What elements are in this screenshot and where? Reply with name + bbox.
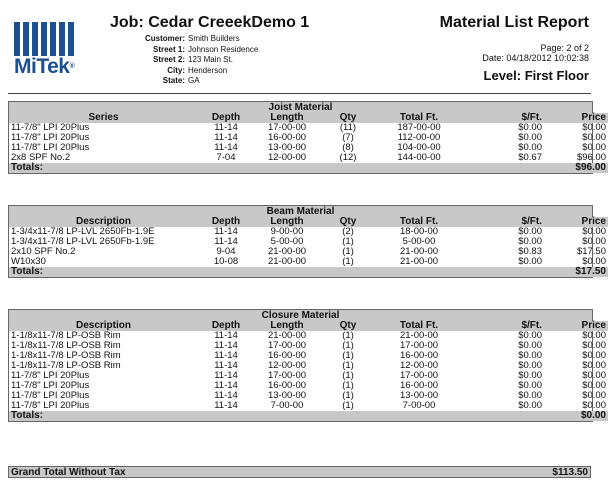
table-cell: $0.00 bbox=[518, 256, 542, 267]
table-cell: 12-00-00 bbox=[267, 360, 307, 371]
table-cell: (1) bbox=[342, 350, 354, 361]
table-cell: 11-14 bbox=[214, 122, 238, 133]
table-cell: 10-08 bbox=[213, 256, 239, 267]
totals-empty-cell bbox=[254, 267, 320, 277]
table-cell: 13-00-00 bbox=[267, 390, 307, 401]
totals-empty-cell bbox=[320, 411, 376, 421]
table-cell: 16-00-00 bbox=[399, 350, 439, 361]
table-cell: (11) bbox=[339, 122, 357, 133]
totals-value: $0.00 bbox=[544, 411, 608, 421]
state-value: GA bbox=[188, 76, 200, 85]
table-cell: 2x8 SPF No.2 bbox=[11, 152, 71, 163]
totals-empty-cell bbox=[376, 411, 462, 421]
totals-label: Totals: bbox=[9, 267, 198, 277]
table-cell: 9-00-00 bbox=[270, 226, 304, 237]
table-cell: 187-00-00 bbox=[397, 122, 441, 133]
table-cell: $0.00 bbox=[582, 350, 606, 361]
table-row bbox=[9, 153, 608, 163]
table-cell: $0.00 bbox=[518, 226, 542, 237]
table-cell: 21-00-00 bbox=[267, 256, 307, 267]
table-cell: 17-00-00 bbox=[399, 370, 439, 381]
totals-empty-cell bbox=[198, 267, 254, 277]
table-cell: 1-1/8x11-7/8 LP-OSB Rim bbox=[11, 340, 121, 351]
table-cell: (1) bbox=[342, 400, 354, 411]
table-cell: $0.67 bbox=[518, 152, 542, 163]
table-cell: $0.00 bbox=[518, 370, 542, 381]
totals-row bbox=[9, 163, 608, 173]
table-cell: $0.00 bbox=[582, 132, 606, 143]
table-cell: $0.00 bbox=[518, 390, 542, 401]
column-header: $/Ft. bbox=[462, 217, 544, 227]
table-cell: 2x10 SPF No.2 bbox=[11, 246, 76, 257]
column-header: $/Ft. bbox=[462, 113, 544, 123]
table-cell: 11-7/8" LPI 20Plus bbox=[11, 370, 90, 381]
table-row bbox=[9, 257, 608, 267]
table-cell: 11-7/8" LPI 20Plus bbox=[11, 400, 90, 411]
table-cell: 11-7/8" LPI 20Plus bbox=[11, 122, 90, 133]
table-cell: 13-00-00 bbox=[399, 390, 439, 401]
table-cell: 11-7/8" LPI 20Plus bbox=[11, 380, 90, 391]
table-cell: (1) bbox=[342, 236, 354, 247]
column-header: Depth bbox=[198, 113, 254, 123]
totals-row bbox=[9, 411, 608, 421]
table-cell: $0.00 bbox=[518, 142, 542, 153]
table-cell: 144-00-00 bbox=[397, 152, 441, 163]
table-cell: 1-3/4x11-7/8 LP-LVL 2650Fb-1.9E bbox=[11, 236, 155, 247]
column-header: Price bbox=[544, 113, 608, 123]
table-cell: 11-14 bbox=[214, 340, 238, 351]
table-cell: $0.00 bbox=[518, 132, 542, 143]
column-header: Qty bbox=[320, 321, 376, 331]
totals-empty-cell bbox=[254, 411, 320, 421]
table-cell: $0.00 bbox=[518, 360, 542, 371]
table-cell: 17-00-00 bbox=[267, 370, 307, 381]
table-cell: $0.00 bbox=[518, 122, 542, 133]
table-cell: $0.00 bbox=[518, 340, 542, 351]
report-title: Material List Report bbox=[439, 14, 589, 31]
totals-empty-cell bbox=[320, 163, 376, 173]
table-cell: $0.00 bbox=[582, 360, 606, 371]
table-cell: 11-7/8" LPI 20Plus bbox=[11, 390, 90, 401]
level-label: Level: First Floor bbox=[483, 68, 589, 83]
totals-empty-cell bbox=[376, 267, 462, 277]
column-header: Description bbox=[9, 321, 198, 331]
table-cell: 11-14 bbox=[214, 330, 238, 341]
table-cell: $0.00 bbox=[582, 256, 606, 267]
table-cell: $0.00 bbox=[582, 142, 606, 153]
table-cell: (8) bbox=[342, 142, 354, 153]
table-cell: 21-00-00 bbox=[399, 256, 439, 267]
table-cell: 16-00-00 bbox=[267, 350, 307, 361]
totals-empty-cell bbox=[254, 163, 320, 173]
table-cell: $0.00 bbox=[582, 340, 606, 351]
table-cell: 11-14 bbox=[214, 390, 238, 401]
section-title: Joist Material bbox=[9, 102, 592, 113]
totals-label: Totals: bbox=[9, 163, 198, 173]
column-header: Depth bbox=[198, 217, 254, 227]
table-cell: $0.00 bbox=[582, 236, 606, 247]
beam-table bbox=[9, 217, 608, 277]
column-header: Description bbox=[9, 217, 198, 227]
table-cell: 1-3/4x11-7/8 LP-LVL 2650Fb-1.9E bbox=[11, 226, 155, 237]
table-cell: 1-1/8x11-7/8 LP-OSB Rim bbox=[11, 360, 121, 371]
table-cell: $0.00 bbox=[582, 390, 606, 401]
totals-label: Totals: bbox=[9, 411, 198, 421]
column-header: Length bbox=[254, 113, 320, 123]
table-cell: (7) bbox=[342, 132, 354, 143]
table-cell: 11-14 bbox=[214, 360, 238, 371]
table-cell: 7-00-00 bbox=[402, 400, 436, 411]
mitek-logo-mark-icon bbox=[14, 22, 84, 56]
city-value: Henderson bbox=[188, 65, 228, 75]
table-cell: 17-00-00 bbox=[399, 340, 439, 351]
column-header: Qty bbox=[320, 217, 376, 227]
logo-text: MiTek® bbox=[14, 55, 75, 78]
totals-empty-cell bbox=[376, 163, 462, 173]
column-header: Total Ft. bbox=[376, 113, 462, 123]
table-cell: (1) bbox=[342, 390, 354, 401]
table-cell: 13-00-00 bbox=[267, 142, 307, 153]
table-cell: (1) bbox=[342, 246, 354, 257]
street2-label: Street 2: bbox=[152, 55, 185, 64]
table-cell: (12) bbox=[339, 152, 357, 163]
table-cell: 11-14 bbox=[214, 380, 238, 391]
table-cell: 16-00-00 bbox=[267, 380, 307, 391]
column-header: Depth bbox=[198, 321, 254, 331]
table-cell: (1) bbox=[342, 360, 354, 371]
street1-value: Johnson Residence bbox=[188, 44, 259, 54]
table-cell: $0.00 bbox=[582, 122, 606, 133]
table-cell: 11-14 bbox=[214, 350, 238, 361]
closure-section bbox=[8, 309, 606, 422]
table-cell: 1-1/8x11-7/8 LP-OSB Rim bbox=[11, 330, 121, 341]
totals-value: $17.50 bbox=[544, 267, 608, 277]
table-cell: 11-14 bbox=[214, 370, 238, 381]
table-cell: (1) bbox=[342, 330, 354, 341]
customer-label: Customer: bbox=[144, 34, 185, 43]
table-cell: (1) bbox=[342, 256, 354, 267]
table-cell: $0.00 bbox=[518, 380, 542, 391]
table-cell: (1) bbox=[342, 370, 354, 381]
column-header: Price bbox=[544, 321, 608, 331]
table-cell: 21-00-00 bbox=[267, 246, 307, 257]
city-label: City: bbox=[167, 65, 185, 75]
table-cell: 112-00-00 bbox=[397, 132, 441, 143]
table-cell: 12-00-00 bbox=[399, 360, 439, 371]
totals-empty-cell bbox=[320, 267, 376, 277]
table-cell: 5-00-00 bbox=[270, 236, 304, 247]
table-cell: 7-00-00 bbox=[270, 400, 304, 411]
header-divider bbox=[8, 93, 591, 94]
mitek-logo bbox=[14, 22, 84, 80]
joist-table bbox=[9, 113, 608, 173]
report-date: Date: 04/18/2012 10:02:38 bbox=[482, 53, 589, 63]
totals-empty-cell bbox=[462, 411, 544, 421]
table-cell: 11-7/8" LPI 20Plus bbox=[11, 142, 90, 153]
table-cell: 1-1/8x11-7/8 LP-OSB Rim bbox=[11, 350, 121, 361]
table-cell: 104-00-00 bbox=[397, 142, 441, 153]
section-title: Closure Material bbox=[9, 310, 592, 321]
totals-empty-cell bbox=[462, 267, 544, 277]
table-cell: 11-14 bbox=[214, 400, 238, 411]
table-cell: $0.00 bbox=[518, 400, 542, 411]
table-cell: 18-00-00 bbox=[399, 226, 439, 237]
page-number: Page: 2 of 2 bbox=[540, 43, 589, 53]
table-cell: 17-00-00 bbox=[267, 122, 307, 133]
table-cell: $96.00 bbox=[576, 152, 606, 163]
table-cell: 21-00-00 bbox=[399, 330, 439, 341]
section-title: Beam Material bbox=[9, 206, 592, 217]
table-cell: $0.83 bbox=[518, 246, 542, 257]
table-cell: W10x30 bbox=[11, 256, 46, 267]
table-cell: $0.00 bbox=[582, 370, 606, 381]
table-cell: 7-04 bbox=[216, 152, 236, 163]
table-cell: 11-7/8" LPI 20Plus bbox=[11, 132, 90, 143]
totals-empty-cell bbox=[462, 163, 544, 173]
table-cell: $0.00 bbox=[582, 226, 606, 237]
table-cell: 21-00-00 bbox=[267, 330, 307, 341]
closure-table bbox=[9, 321, 608, 421]
job-info bbox=[110, 34, 310, 87]
table-cell: 17-00-00 bbox=[267, 340, 307, 351]
table-cell: 21-00-00 bbox=[399, 246, 439, 257]
table-cell: 11-14 bbox=[214, 132, 238, 143]
table-cell: $17.50 bbox=[576, 246, 606, 257]
table-cell: $0.00 bbox=[518, 236, 542, 247]
customer-value: Smith Builders bbox=[188, 34, 240, 43]
grand-total-row bbox=[8, 466, 591, 478]
column-header: Series bbox=[9, 113, 198, 123]
column-header: Total Ft. bbox=[376, 321, 462, 331]
column-header: Qty bbox=[320, 113, 376, 123]
job-title: Job: Cedar CreeekDemo 1 bbox=[110, 14, 310, 31]
street1-label: Street 1: bbox=[152, 44, 185, 54]
totals-row bbox=[9, 267, 608, 277]
grand-total-label: Grand Total Without Tax bbox=[11, 466, 126, 478]
table-cell: 11-14 bbox=[214, 142, 238, 153]
beam-section bbox=[8, 205, 606, 278]
table-cell: 12-00-00 bbox=[267, 152, 307, 163]
table-cell: 16-00-00 bbox=[267, 132, 307, 143]
table-cell: $0.00 bbox=[518, 330, 542, 341]
table-row bbox=[9, 401, 608, 411]
column-header: Price bbox=[544, 217, 608, 227]
table-cell: $0.00 bbox=[518, 350, 542, 361]
column-header: Length bbox=[254, 217, 320, 227]
column-header: Length bbox=[254, 321, 320, 331]
column-header: Total Ft. bbox=[376, 217, 462, 227]
totals-empty-cell bbox=[198, 411, 254, 421]
column-header: $/Ft. bbox=[462, 321, 544, 331]
table-cell: (1) bbox=[342, 380, 354, 391]
totals-empty-cell bbox=[198, 163, 254, 173]
table-cell: 9-04 bbox=[216, 246, 236, 257]
state-label: State: bbox=[162, 76, 185, 85]
table-cell: $0.00 bbox=[582, 330, 606, 341]
table-cell: (2) bbox=[342, 226, 354, 237]
totals-value: $96.00 bbox=[544, 163, 608, 173]
table-cell: 11-14 bbox=[214, 236, 238, 247]
table-cell: $0.00 bbox=[582, 400, 606, 411]
table-cell: $0.00 bbox=[582, 380, 606, 391]
table-cell: 11-14 bbox=[214, 226, 238, 237]
street2-value: 123 Main St. bbox=[188, 55, 233, 64]
joist-section bbox=[8, 101, 606, 174]
table-cell: (1) bbox=[342, 340, 354, 351]
table-cell: 16-00-00 bbox=[399, 380, 439, 391]
table-cell: 5-00-00 bbox=[402, 236, 436, 247]
grand-total-value: $113.50 bbox=[552, 466, 588, 478]
